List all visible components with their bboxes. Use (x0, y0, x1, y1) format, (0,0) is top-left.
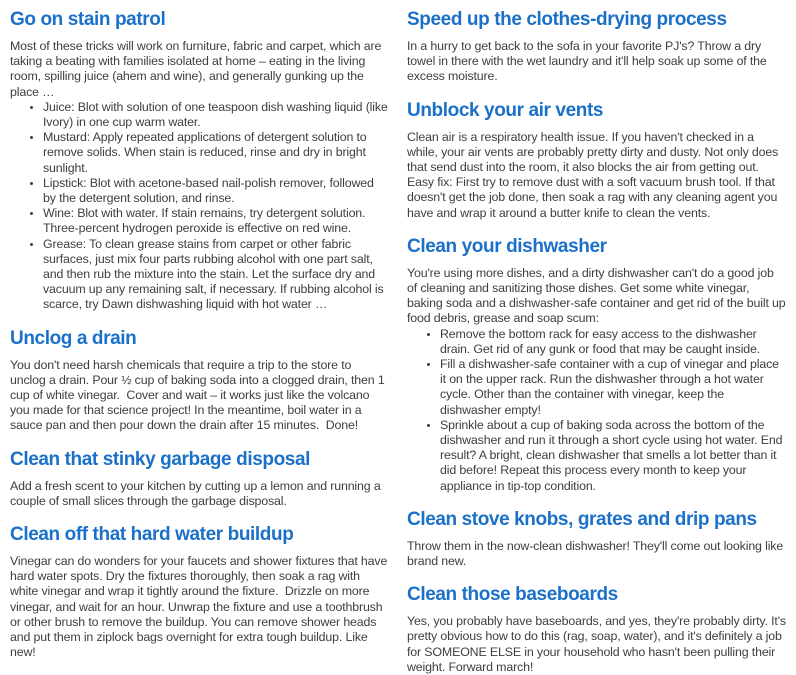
tip-section (10, 328, 389, 434)
section-heading: Clean stove knobs, grates and drip pans (407, 508, 757, 530)
bullet-list (407, 327, 786, 494)
bullet-item: • Fill a dishwasher-safe container with a cup of vinegar and place it on the upper rack. Run the dishwasher through a hot water cycle. Other than the container with vinegar, keep the dishwasher empty! (440, 357, 786, 418)
column-right (407, 9, 790, 675)
bullet-item: • Sprinkle about a cup of baking soda across the bottom of the dishwasher and run it through a short cycle using hot water. End result? A bright, clean dishwasher that smells a lot better than it did before! Repeat this process every month to keep your appliance in tip-top condition. (440, 418, 786, 494)
section-heading: Clean that stinky garbage disposal (10, 448, 310, 470)
tip-section (407, 235, 789, 494)
body-paragraph: Throw them in the now-clean dishwasher! They'll come out looking like brand new. (407, 538, 787, 569)
tip-section (10, 449, 389, 509)
tip-section (407, 9, 786, 85)
tip-section (10, 9, 389, 313)
bullet-item: • Lipstick: Blot with acetone-based nail-polish remover, followed by the detergent solution, and rinse. (43, 176, 389, 206)
section-heading: Speed up the clothes-drying process (407, 9, 727, 30)
section-heading: Unclog a drain (10, 327, 137, 349)
section-heading: Clean off that hard water buildup (10, 524, 294, 546)
bullet-item: • Mustard: Apply repeated applications of detergent solution to remove solids. When stain is reduced, rinse and dry in bright sunlight. (43, 130, 389, 176)
body-paragraph: You're using more dishes, and a dirty dishwasher can't do a good job of cleaning and sanitizing those dishes. Get some white vinegar, baking soda and a dishwasher-safe container and get rid of the built up food debris, grease and soap scum: (407, 265, 789, 326)
bullet-item: • Remove the bottom rack for easy access to the dishwasher drain. Get rid of any gunk or food that may be caught inside. (440, 327, 786, 357)
tip-section (407, 584, 790, 675)
bullet-item: • Juice: Blot with solution of one teaspoon dish washing liquid (like Ivory) in one cup warm water. (43, 100, 389, 130)
body-paragraph: In a hurry to get back to the sofa in your favorite PJ's? Throw a dry towel in there with the wet laundry and it'll help soak up some of the excess moisture. (407, 39, 770, 84)
section-heading: Clean those baseboards (407, 584, 618, 606)
body-paragraph: You don't need harsh chemicals that require a trip to the store to unclog a drain. Pour ½ cup of baking soda into a clogged drain, then 1 cup of white vinegar. Cover and wait – it works just like the volcano you made for that science project! In the meantime, boil water in a sauce pan and then pour down the drain after 15 minutes. Done! (10, 357, 388, 433)
section-heading: Clean your dishwasher (407, 235, 607, 257)
tip-section (407, 100, 786, 221)
section-heading: Unblock your air vents (407, 99, 604, 121)
bullet-item: • Wine: Blot with water. If stain remains, try detergent solution. Three-percent hydrogen peroxide is effective on red wine. (43, 206, 389, 236)
bullet-list (10, 100, 389, 313)
section-heading: Go on stain patrol (10, 9, 166, 30)
body-paragraph: Add a fresh scent to your kitchen by cutting up a lemon and running a couple of small slices through the garbage disposal. (10, 478, 384, 508)
bullet-item: • Grease: To clean grease stains from carpet or other fabric surfaces, just mix four parts rubbing alcohol with one part salt, and then rub the mixture into the stain. Let the surface dry and vacuum up any remaining salt, if necessary. If rubbing alcohol is scarce, try Dawn dishwashing liquid with hot water … (43, 237, 389, 313)
body-paragraph: Yes, you probably have baseboards, and yes, they're probably dirty. It's pretty obvious how to do this (rag, soap, water), and it's definitely a job for SOMEONE ELSE in your household who hasn't been pulling their weight. Forward march! (407, 614, 790, 674)
tip-section (407, 509, 786, 569)
column-left (10, 9, 389, 675)
body-paragraph: Clean air is a respiratory health issue. If you haven't checked in a while, your air vents are probably pretty dirty and dusty. Not only does that send dust into the room, it also blocks the air from getting out. Easy fix: First try to remove dust with a soft vacuum brush tool. If that doesn't get the job done, then soak a rag with any cleaning agent you have and wrap it around a butter knife to clean the vents. (407, 129, 782, 220)
body-paragraph: Vinegar can do wonders for your faucets and shower fixtures that have hard water spots. Dry the fixtures thoroughly, then soak a rag with white vinegar and wrap it tightly around the fixture. Drizzle on more vinegar, and wait for an hour. Unwrap the fixture and use a toothbrush or other brush to remove the buildup. You can remove shower heads and put them in ziplock bags overnight for extra tough buildup. Like new! (10, 554, 391, 660)
tip-section (10, 524, 389, 660)
body-paragraph: Most of these tricks will work on furniture, fabric and carpet, which are taking a beating with families isolated at home – eating in the living room, spilling juice (ahem and wine), and generally gunking up the place … (10, 39, 385, 99)
